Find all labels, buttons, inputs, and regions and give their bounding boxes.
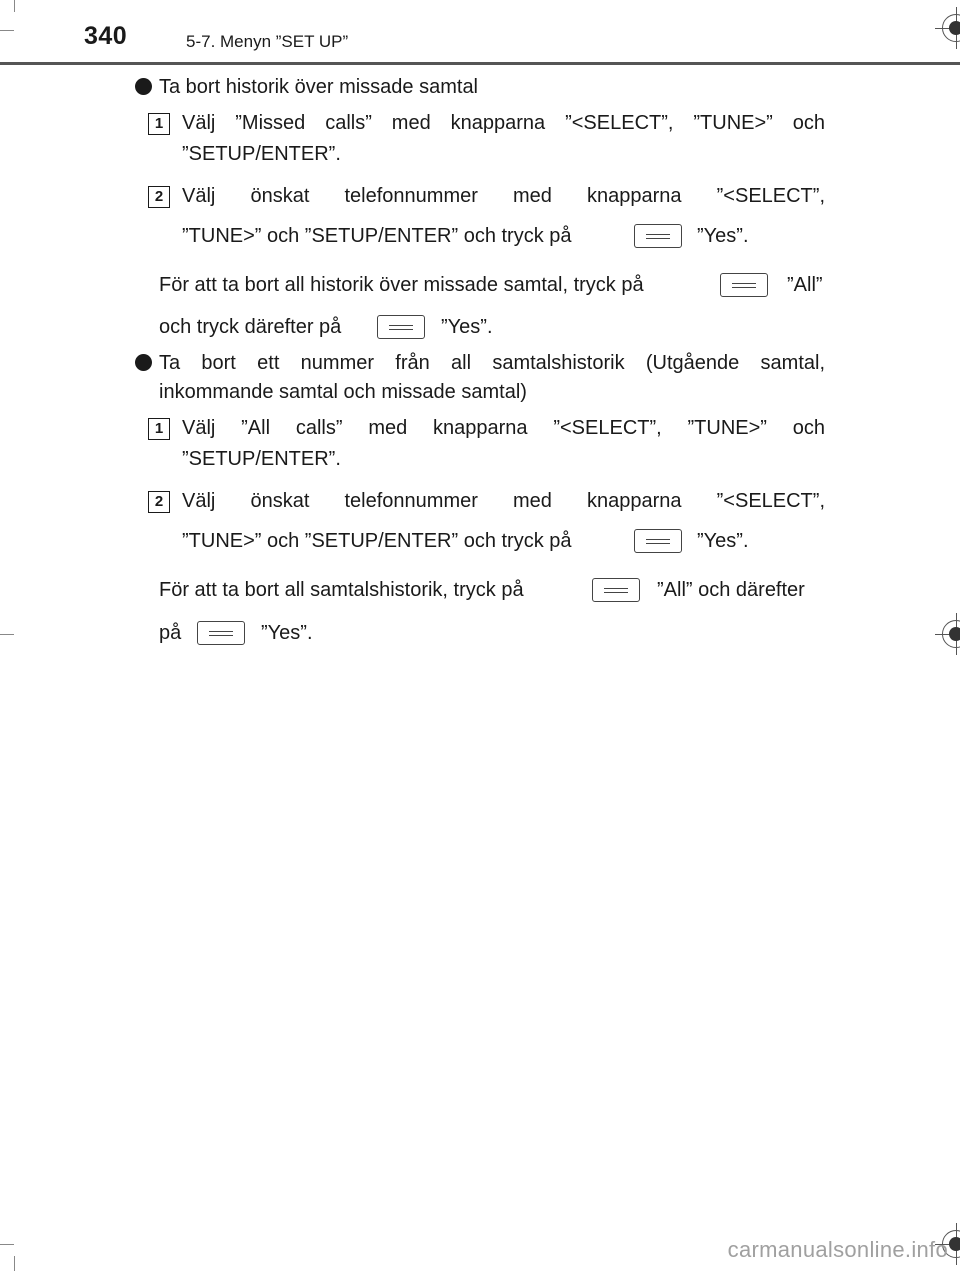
- note-text: För att ta bort all historik över missade samtal, tryck på: [159, 274, 644, 296]
- crop-mark: [14, 0, 15, 12]
- crop-mark: [14, 1256, 15, 1271]
- steering-switch-button-icon: [197, 621, 245, 645]
- steering-switch-button-icon: [634, 224, 682, 248]
- step-text: ”TUNE>” och ”SETUP/ENTER” och tryck på: [182, 225, 572, 247]
- step-text: ”Yes”.: [697, 225, 749, 247]
- step-text: ”Yes”.: [697, 530, 749, 552]
- section-title: 5-7. Menyn ”SET UP”: [186, 32, 349, 51]
- note-text: För att ta bort all samtalshistorik, tryck på: [159, 579, 524, 601]
- step-number-box: 1: [148, 113, 170, 135]
- step-number-box: 2: [148, 186, 170, 208]
- watermark: carmanualsonline.info: [727, 1237, 948, 1262]
- note-text: ”All”: [787, 274, 823, 296]
- step-text: Välj önskat telefonnummer med knapparna ”<SELECT”,: [182, 185, 825, 207]
- crop-mark: [0, 1244, 14, 1245]
- section-heading: inkommande samtal och missade samtal): [159, 381, 527, 403]
- section-heading: Ta bort ett nummer från all samtalshistorik (Utgående samtal,: [159, 352, 825, 374]
- step-text: ”SETUP/ENTER”.: [182, 448, 341, 470]
- header-rule: [0, 62, 960, 65]
- section-heading: Ta bort historik över missade samtal: [159, 76, 479, 98]
- steering-switch-button-icon: [634, 529, 682, 553]
- note-text: på: [159, 622, 182, 644]
- note-text: ”All” och därefter: [657, 579, 805, 601]
- crop-mark: [0, 30, 14, 31]
- steering-switch-button-icon: [720, 273, 768, 297]
- step-number-box: 1: [148, 418, 170, 440]
- note-text: och tryck därefter på: [159, 316, 342, 338]
- step-text: Välj ”All calls” med knapparna ”<SELECT”, ”TUNE>” och: [182, 417, 825, 439]
- step-text: ”SETUP/ENTER”.: [182, 143, 341, 165]
- bullet-icon: [135, 78, 152, 95]
- registration-mark-icon: [942, 620, 960, 648]
- crop-mark: [0, 634, 14, 635]
- note-text: ”Yes”.: [261, 622, 313, 644]
- step-text: Välj ”Missed calls” med knapparna ”<SELECT”, ”TUNE>” och: [182, 112, 825, 134]
- note-text: ”Yes”.: [441, 316, 493, 338]
- step-number-box: 2: [148, 491, 170, 513]
- step-text: ”TUNE>” och ”SETUP/ENTER” och tryck på: [182, 530, 572, 552]
- page-number: 340: [84, 22, 128, 50]
- bullet-icon: [135, 354, 152, 371]
- steering-switch-button-icon: [377, 315, 425, 339]
- step-text: Välj önskat telefonnummer med knapparna ”<SELECT”,: [182, 490, 825, 512]
- registration-mark-icon: [942, 14, 960, 42]
- steering-switch-button-icon: [592, 578, 640, 602]
